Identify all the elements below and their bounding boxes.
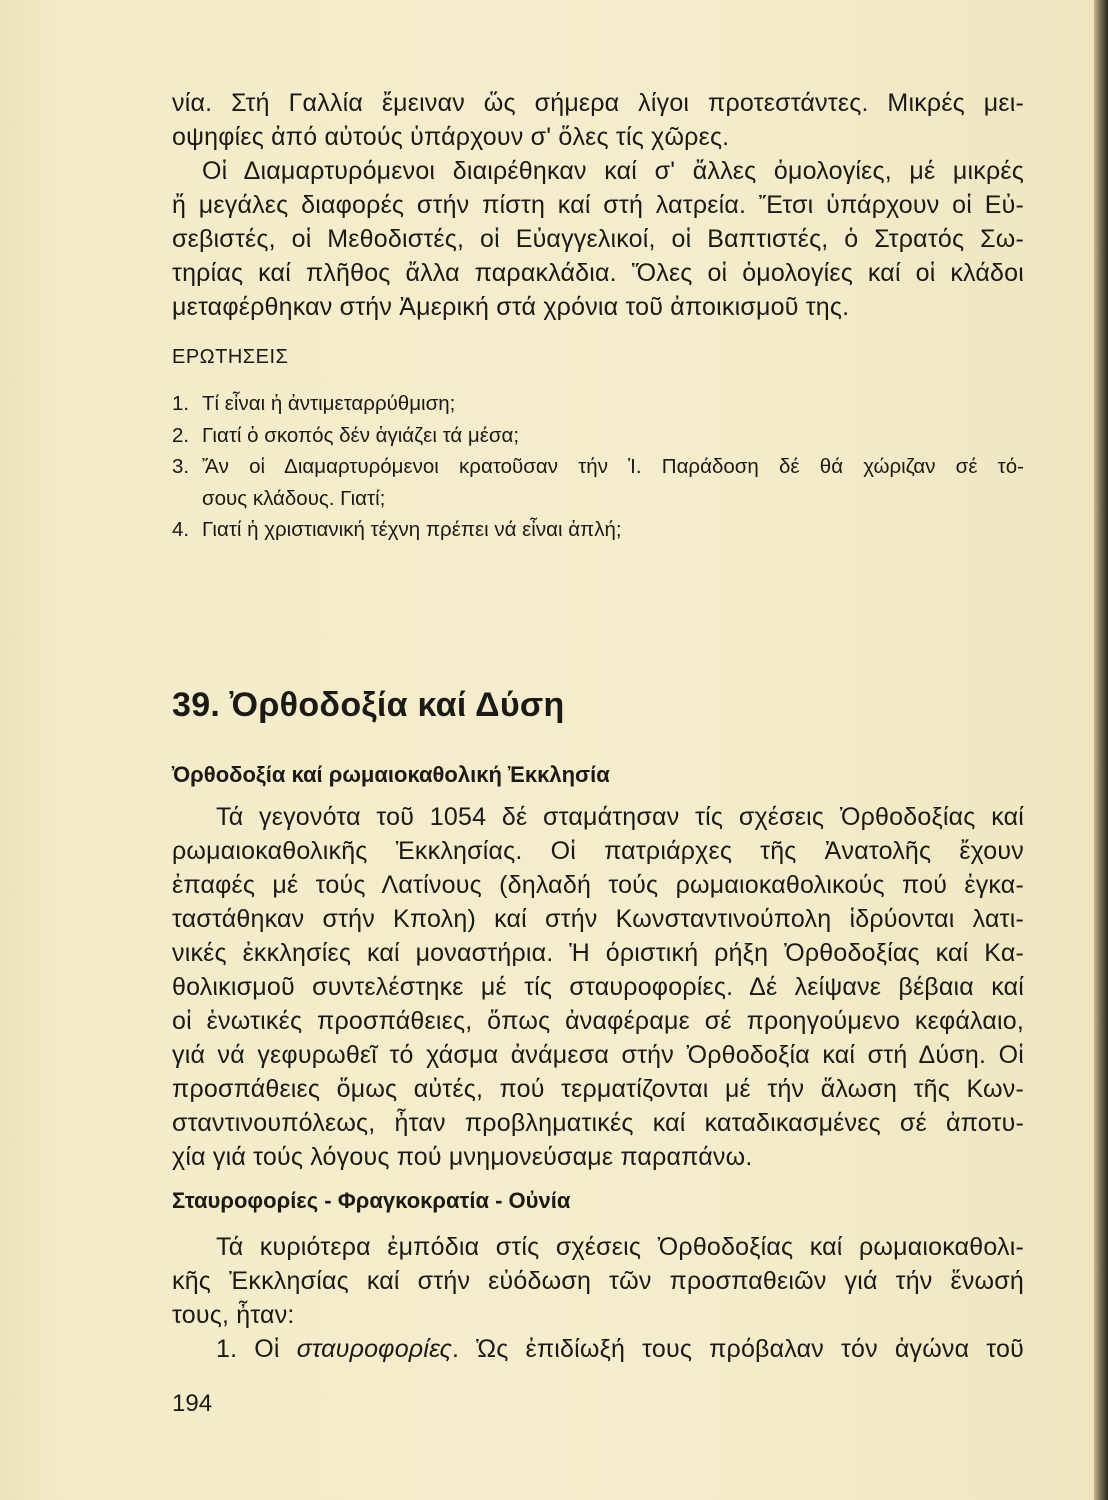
italic-term: σταυροφορίες xyxy=(296,1335,452,1363)
question-number: 4. xyxy=(172,518,190,541)
question-line: Ἄν οἱ Διαμαρτυρόμενοι κρατοῦσαν τήν Ἱ. Παράδοση δέ θά χώριζαν σέ τό- xyxy=(202,455,1024,478)
text-line: Τά γεγονότα τοῦ 1054 δέ σταμάτησαν τίς σχέσεις Ὀρθοδοξίας καί xyxy=(216,803,1024,831)
text-line: κῆς Ἐκκλησίας καί στήν εὐόδωση τῶν προσπαθειῶν γιά τήν ἕνωσή xyxy=(172,1267,1024,1295)
text-line: ἤ μεγάλες διαφορές στήν πίστη καί στή λατρεία. Ἔτσι ὑπάρχουν οἱ Εὐ- xyxy=(172,191,1024,219)
text-line: οἱ ἑνωτικές προσπάθειες, ὅπως ἀναφέραμε σέ προηγούμενο κεφάλαιο, xyxy=(172,1007,1024,1035)
text-line: προσπάθειες ὅμως αὐτές, πού τερματίζονται μέ τήν ἅλωση τῆς Κων- xyxy=(172,1075,1024,1103)
text-line: τους, ἦταν: xyxy=(172,1301,295,1329)
text-line: ἐπαφές μέ τούς Λατίνους (δηλαδή τούς ρωμαιοκαθολικούς πού ἐγκα- xyxy=(172,871,1024,899)
text-line: σεβιστές, οἱ Μεθοδιστές, οἱ Εὐαγγελικοί, οἱ Βαπτιστές, ὁ Στρατός Σω- xyxy=(172,225,1024,253)
list-item-prefix: 1. Οἱ xyxy=(216,1335,280,1363)
questions-heading: ΕΡΩΤΗΣΕΙΣ xyxy=(172,346,289,368)
page-number: 194 xyxy=(172,1390,213,1417)
page-edge-shadow xyxy=(1094,0,1108,1500)
text-line: οψηφίες ἀπό αὐτούς ὑπάρχουν σ' ὅλες τίς χῶρες. xyxy=(172,123,730,151)
text-line: νικές ἐκκλησίες καί μοναστήρια. Ἡ όριστική ρήξη Ὀρθοδοξίας καί Κα- xyxy=(172,939,1024,967)
questions-list xyxy=(172,388,1024,546)
intro-paragraph xyxy=(172,86,1024,324)
question-line: Τί εἶναι ἡ ἀντιμεταρρύθμιση; xyxy=(202,392,456,415)
question-text xyxy=(202,514,1024,546)
text-line: ταστάθηκαν στήν Κπολη) καί στήν Κωνσταντινούπολη ἱδρύονται λατι- xyxy=(172,905,1024,933)
section1-paragraph xyxy=(172,800,1024,1174)
question-item xyxy=(172,388,1024,420)
question-number: 3. xyxy=(172,455,190,478)
question-line: Γιατί ἡ χριστιανική τέχνη πρέπει νά εἶναι ἁπλή; xyxy=(202,518,622,541)
text-line: Οἱ Διαμαρτυρόμενοι διαιρέθηκαν καί σ' ἄλλες ὁμολογίες, μέ μικρές xyxy=(202,157,1024,185)
text-line: νία. Στή Γαλλία ἔμειναν ὥς σήμερα λίγοι προτεστάντες. Μικρές μει- xyxy=(172,89,1024,117)
section-title: Σταυροφορίες - Φραγκοκρατία - Οὐνία xyxy=(172,1188,571,1213)
text-line: γιά νά γεφυρωθεῖ τό χάσμα ἀνάμεσα στήν Ὀρθοδοξία καί στή Δύση. Οἱ xyxy=(172,1041,1024,1069)
chapter-title: 39. Ὀρθοδοξία καί Δύση xyxy=(172,686,565,724)
text-line: Τά κυριότερα ἐμπόδια στίς σχέσεις Ὀρθοδοξίας καί ρωμαιοκαθολι- xyxy=(216,1233,1024,1261)
section1-text xyxy=(172,800,1024,1174)
list-item-rest: . Ὡς ἐπιδίωξή τους πρόβαλαν τόν ἀγώνα τοῦ xyxy=(451,1335,1024,1363)
text-line: ρωμαιοκαθολικῆς Ἐκκλησίας. Οἱ πατριάρχες τῆς Ἀνατολῆς ἔχουν xyxy=(172,837,1024,865)
question-item xyxy=(172,514,1024,546)
intro-text xyxy=(172,86,1024,324)
question-text xyxy=(202,451,1024,514)
question-text xyxy=(202,420,1024,452)
question-line: Γιατί ὁ σκοπός δέν ἁγιάζει τά μέσα; xyxy=(202,423,520,447)
question-item xyxy=(172,451,1024,514)
text-line: τηρίας καί πλῆθος ἄλλα παρακλάδια. Ὅλες οἱ ὁμολογίες καί οἱ κλάδοι xyxy=(172,259,1024,287)
text-line: σταντινουπόλεως, ἦταν προβληματικές καί καταδικασμένες σέ ἀποτυ- xyxy=(172,1109,1024,1137)
question-line: σους κλάδους. Γιατί; xyxy=(202,486,386,510)
section2-text xyxy=(172,1230,1024,1366)
question-item xyxy=(172,420,1024,452)
text-line: θολικισμοῦ συντελέστηκε μέ τίς σταυροφορίες. Δέ λείψανε βέβαια καί xyxy=(172,973,1024,1001)
question-number: 2. xyxy=(172,423,190,447)
question-text xyxy=(202,388,1024,420)
text-line: χία γιά τούς λόγους πού μνημονεύσαμε παραπάνω. xyxy=(172,1143,753,1171)
section-title: Ὀρθοδοξία καί ρωμαιοκαθολική Ἐκκλησία xyxy=(172,762,610,787)
section2-paragraph xyxy=(172,1230,1024,1366)
question-number: 1. xyxy=(172,392,190,415)
text-line: μεταφέρθηκαν στήν Ἀμερική στά χρόνια τοῦ ἀποικισμοῦ της. xyxy=(172,293,850,321)
list-item xyxy=(172,1332,1024,1366)
